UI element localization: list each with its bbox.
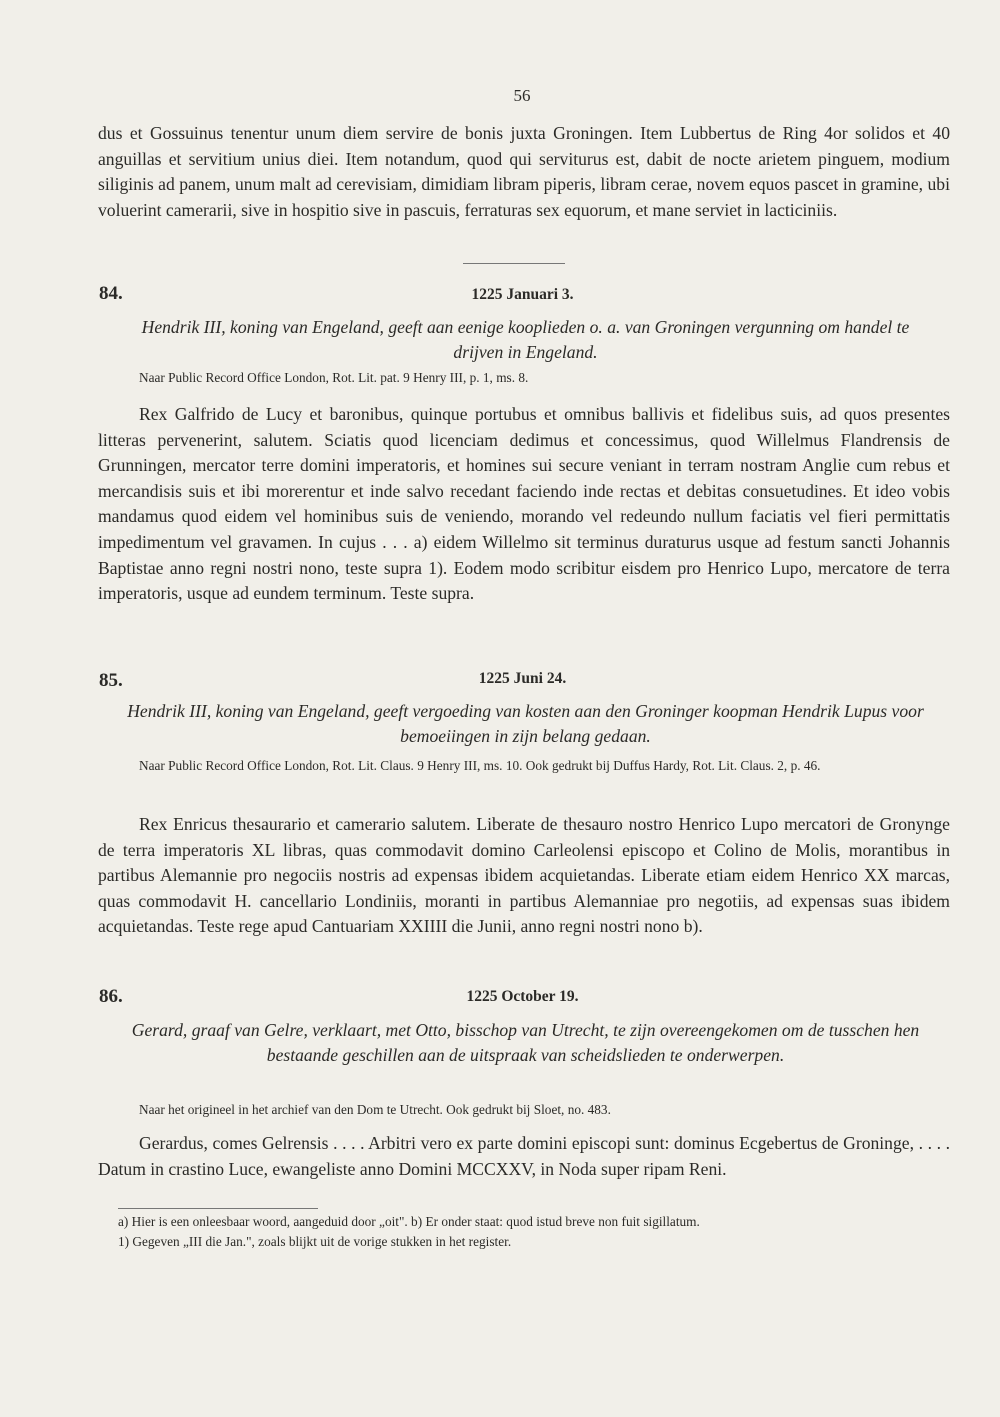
- entry-85-summary: Hendrik III, koning van Engeland, geeft vergoeding van kosten aan den Groninger koopman Hendrik Lupus voor bemoeiingen in zijn belang gedaan.: [127, 701, 924, 746]
- entry-86-summary: Gerard, graaf van Gelre, verklaart, met Otto, bisschop van Utrecht, te zijn overeengekomen om de tusschen hen bestaande geschillen aan de uitspraak van scheidslieden te onderwerpen.: [131, 1020, 920, 1065]
- entry-84-text: Rex Galfrido de Lucy et baronibus, quinque portubus et omnibus ballivis et fidelibus suis, ad quos presentes litteras pervenerint, salutem. Sciatis quod licenciam dedimus et concessimus, quod Willelmus Flandrensis de Grunningen, mercator terre domini imperatoris, et homines sui secure veniant in terram nostram Anglie cum rebus et mercandisis suis et ibi morerentur et inde salvo recedant faciendo inde rectas et debitas consuetudines. Et ideo vobis mandamus quod eidem vel hominibus suis de veniendo, morando vel redeundo nullum faciatis vel fieri permittatis impedimentum vel gravamen. In cujus . . . a) eidem Willelmo sit terminus duraturus usque ad festum sancti Johannis Baptistae anno regni nostri nono, teste supra 1). Eodem modo scribitur eisdem pro Henrico Lupo, mercatore de terra imperatoris, usque ad eundem terminum. Teste supra.: [98, 404, 950, 604]
- footnote-1: 1) Gegeven „III die Jan.", zoals blijkt uit de vorige stukken in het register.: [118, 1234, 512, 1249]
- entry-84-date: 1225 Januari 3.: [471, 286, 574, 303]
- footnote-divider: [118, 1208, 318, 1209]
- intro-paragraph: dus et Gossuinus tenentur unum diem servire de bonis juxta Groningen. Item Lubbertus de Ring 4or solidos et 40 anguillas et servitium unius diei. Item notandum, quod qui serviturus est, dabit de nocte arietem pinguem, modium siliginis ad panem, unum malt ad cerevisiam, dimidiam libram piperis, libram cerae, novem equos pascet in gramine, ubi voluerint camerarii, sive in hospitio sive in pascuis, ferraturas sex equorum, et mane serviet in lacticiniis.: [98, 123, 950, 220]
- page-number: 56: [513, 86, 531, 105]
- entry-86-date: 1225 October 19.: [466, 988, 579, 1005]
- footnote-a-b: a) Hier is een onleesbaar woord, aangeduid door „oit". b) Er onder staat: quod istud breve non fuit sigillatum.: [118, 1214, 700, 1229]
- entry-85-text: Rex Enricus thesaurario et camerario salutem. Liberate de thesauro nostro Henrico Lupo mercatori de Gronynge de terra imperatoris XL libras, quas commodavit domino Carleolensi episcopo et Colino de Molis, morantibus in partibus Alemannie pro negociis nostris ad expensas ibidem acquietandas. Liberate etiam eidem Henrico XX marcas, quas commodavit H. cancellario Londiniis, moranti in partibus Alemanniae pro negotiis, ad expensas suas ibidem acquietandas. Teste rege apud Cantuariam XXIIII die Junii, anno regni nostri nono b).: [98, 814, 950, 937]
- entry-85-date: 1225 Juni 24.: [478, 670, 567, 687]
- entry-86-text: Gerardus, comes Gelrensis . . . . Arbitri vero ex parte domini episcopi sunt: dominus Ecgebertus de Groninge, . . . . Datum in crastino Luce, ewangeliste anno Domini MCCXXV, in Noda super ripam Reni.: [98, 1133, 950, 1179]
- entry-85-source: Naar Public Record Office London, Rot. Lit. Claus. 9 Henry III, ms. 10. Ook gedrukt bij Duffus Hardy, Rot. Lit. Claus. 2, p. 46.: [139, 758, 821, 773]
- entry-85-number: 85.: [99, 670, 123, 691]
- entry-86-source: Naar het origineel in het archief van den Dom te Utrecht. Ook gedrukt bij Sloet, no. 483.: [139, 1102, 611, 1117]
- entry-84-number: 84.: [99, 283, 123, 304]
- entry-86-number: 86.: [99, 986, 123, 1007]
- section-divider: [463, 263, 565, 264]
- entry-84-source: Naar Public Record Office London, Rot. Lit. pat. 9 Henry III, p. 1, ms. 8.: [139, 370, 529, 385]
- entry-84-summary: Hendrik III, koning van Engeland, geeft aan eenige kooplieden o. a. van Groningen vergunning om handel te drijven in Engeland.: [141, 317, 910, 362]
